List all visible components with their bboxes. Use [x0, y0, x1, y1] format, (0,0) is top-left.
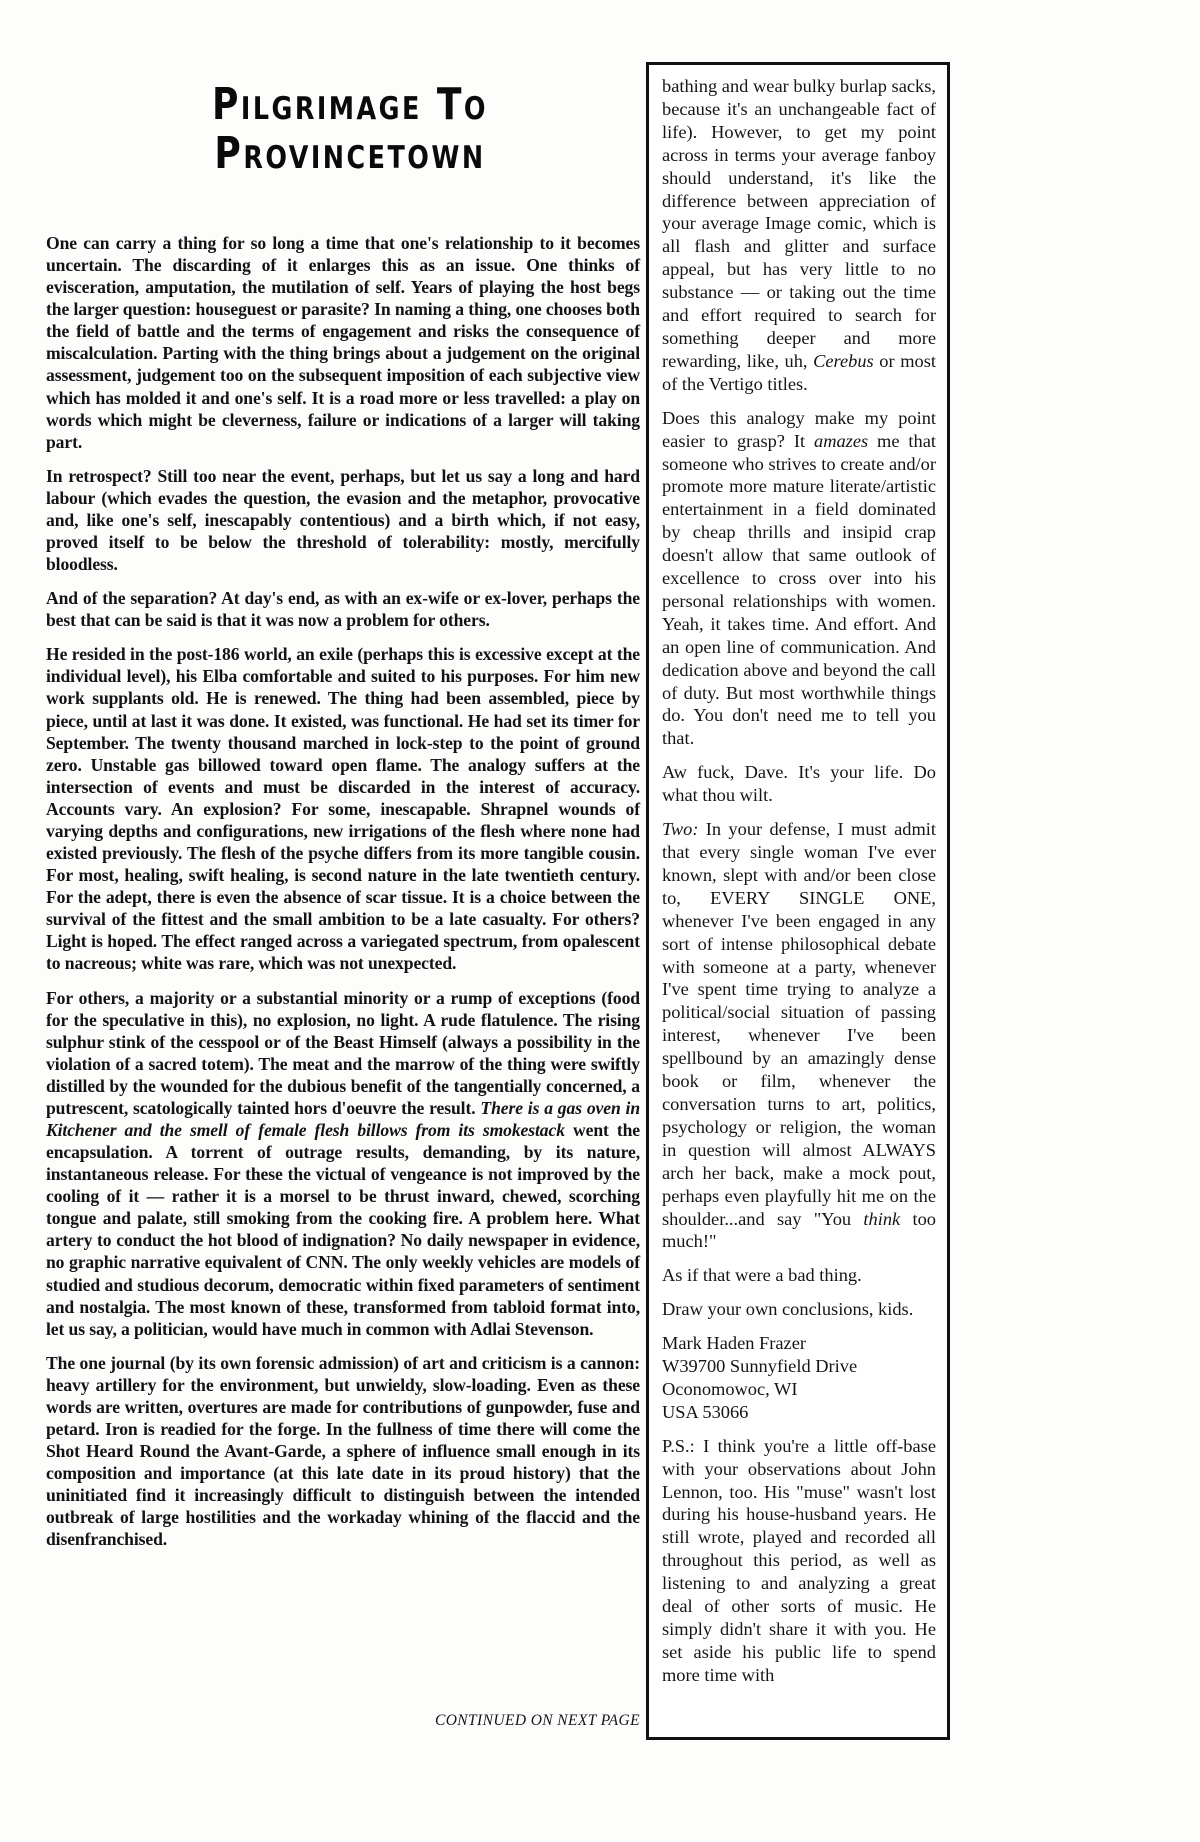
article-paragraph: In retrospect? Still too near the event, perhaps, but let us say a long and hard labour (which evades the question, the evasion and the metaphor, provocative and, like one's self, inescapably contentious) and a birth which, if not easy, proved itself to be below the threshold of tolerability: mostly, mercifully bloodless.	[46, 465, 640, 575]
letter-postscript: P.S.: I think you're a little off-base with your observations about John Lennon, too. His "muse" wasn't lost during his house-husband years. He still wrote, played and recorded all throughout this period, as well as listening to and analyzing a great deal of other sorts of music. He simply didn't share it with you. He set aside his public life to spend more time with	[662, 1435, 936, 1685]
letter-lead-text: bathing and wear bulky burlap sacks, because it's an unchangeable fact of life). However, to get my point across in terms your average fanboy should understand, it's like the difference between appreciation of your average Image comic, which is all flash and glitter and surface appeal, but has very little to no substance — or taking out the time and effort required to search for something deeper and more rewarding, like, uh,	[662, 76, 936, 371]
article-paragraph: The one journal (by its own forensic admission) of art and criticism is a cannon: heavy artillery for the environment, but unwieldy, slow-loading. Even as these words are written, overtures are made for contributions of gunpowder, fuse and petard. Iron is readied for the forge. In the fullness of time there will come the Shot Heard Round the Avant-Garde, a sphere of influence small enough in its composition and importance (at this late date in its proud history) that the uninitiated find it increasingly difficult to distinguish between the intended outbreak of large hostilities and the workaday whining of the flaccid and the disenfranchised.	[46, 1352, 640, 1550]
letter-italic-title: Cerebus	[813, 350, 874, 371]
letter-sidebar-content	[649, 65, 947, 1704]
signature-street: W39700 Sunnyfield Drive	[662, 1356, 858, 1377]
paragraph-tail-text: went the encapsulation. A torrent of outrage results, demanding, by its nature, instantaneous release. For these the victual of vengeance is not improved by the cooling of it — rather it is a morsel to be thrust inward, chewed, scorching tongue and palate, still smoking from the cooking fire. A problem here. What artery to conduct the hot blood of indignation? No daily newspaper in evidence, no graphic narrative equivalent of CNN. The only weekly vehicles are models of studied and studious decorum, democratic within fixed parameters of sentiment and nostalgia. The most known of these, transformed from tabloid format into, let us say, a politician, would have much in common with Adlai Stevenson.	[46, 1119, 641, 1339]
letter-sidebar-box	[646, 62, 950, 1740]
page-title	[60, 79, 640, 179]
paragraph-italic-quote: There is a gas oven in Kitchener and the smell of female flesh billows from its smokestack	[46, 1097, 640, 1140]
article-paragraph: And of the separation? At day's end, as with an ex-wife or ex-lover, perhaps the best that can be said is that it was now a problem for others.	[46, 588, 640, 631]
article-paragraph-with-italics	[46, 987, 640, 1340]
article-paragraph: One can carry a thing for so long a time that one's relationship to it becomes uncertain. The discarding of it enlarges this as an issue. One thinks of evisceration, amputation, the mutilation of self. Years of playing the host begs the larger question: houseguest or parasite? In naming a thing, one chooses both the field of battle and the terms of engagement and risks the consequence of miscalculation. Parting with the thing brings about a judgement on the original assessment, judgement too on the subsequent imposition of each subjective view which has molded it and one's self. It is a road more or less travelled: a play on words which might be cleverness, failure or indications of a larger will taking part.	[46, 233, 640, 452]
letter-lead-text: Does this analogy make my point easier to grasp? It	[662, 407, 936, 451]
signature-city-state: Oconomowoc, WI	[662, 1378, 798, 1399]
article-paragraph: He resided in the post-186 world, an exile (perhaps this is excessive except at the individual level), his Elba comfortable and suited to his purposes. For him new work supplants old. He is renewed. The thing had been assembled, piece by piece, until at last it was done. It existed, was functional. He had set its timer for September. The twenty thousand marched in lock-step to the point of ground zero. Unstable gas billowed toward open flame. The analogy suffers at the intersection of events and must be discarded in the interest of accuracy. Accounts vary. An explosion? For some, inescapable. Shrapnel wounds of varying depths and configurations, new irrigations of the flesh where none had existed previously. The flesh of the psyche differs from its more tangible cousin. For most, healing, swift healing, is second nature in the late twentieth century. For the adept, there is even the absence of scar tissue. It is a choice between the survival of the fittest and the small ambition to be a late casualty. For others? Light is hoped. The effect ranged across a variegated spectrum, from opalescent to nacreous; white was rare, which was not unexpected.	[46, 644, 640, 974]
letter-paragraph: Draw your own conclusions, kids.	[662, 1299, 914, 1320]
continued-note: CONTINUED ON NEXT PAGE	[434, 1712, 640, 1729]
letter-paragraph-with-italics	[662, 818, 936, 1253]
main-article-column	[46, 232, 640, 1562]
letter-paragraph-with-italics	[662, 75, 936, 396]
letter-italic-emphasis: think	[863, 1208, 901, 1229]
letter-tail-text: or most of the Vertigo titles.	[662, 350, 936, 394]
letter-paragraph: Aw fuck, Dave. It's your life. Do what thou wilt.	[662, 762, 936, 806]
letter-paragraph: As if that were a bad thing.	[662, 1265, 862, 1286]
signature-country-zip: USA 53066	[662, 1401, 749, 1422]
paragraph-lead-text: For others, a majority or a substantial minority or a rump of exceptions (food for the speculative in this), no explosion, no light. A rude flatulence. The rising sulphur stink of the cesspool or of the Beast Himself (always a possibility in the violation of a sacred totem). The meat and the marrow of the thing were swiftly distilled by the wounded for the dubious benefit of the tangentially concerned, a putrescent, scatologically tainted hors d'oeuvre the result.	[46, 987, 640, 1118]
letter-item-label: Two:	[662, 819, 699, 840]
title-line-1: Pilgrimage To	[212, 79, 488, 130]
letter-paragraph-with-italics	[662, 407, 936, 751]
letter-tail-text: too much!"	[662, 1208, 937, 1252]
title-line-2: Provincetown	[214, 127, 486, 179]
signature-name: Mark Haden Frazer	[662, 1333, 806, 1354]
letter-tail-text: me that someone who strives to create and/or promote more mature literate/artistic entertainment in a field dominated by cheap thrills and insipid crap doesn't allow that same outlook of excellence to cross over into his personal relationships with women. Yeah, it takes time. And effort. And an open line of communication. And dedication above and beyond the call of duty. But most worthwhile things do. You don't need me to tell you that.	[662, 430, 936, 749]
letter-italic-emphasis: amazes	[814, 430, 869, 451]
letter-lead-text: In your defense, I must admit that every single woman I've ever known, slept with and/or been close to, EVERY SINGLE ONE, whenever I've been engaged in any sort of intense philosophical debate with someone at a party, whenever I've spent time trying to analyze a political/social situation of passing interest, whenever I've been spellbound by an amazingly dense book or film, whenever the conversation turns to art, politics, psychology or religion, the woman in question will almost ALWAYS arch her back, make a mock pout, perhaps even playfully hit me on the shoulder...and say "You	[662, 819, 936, 1229]
